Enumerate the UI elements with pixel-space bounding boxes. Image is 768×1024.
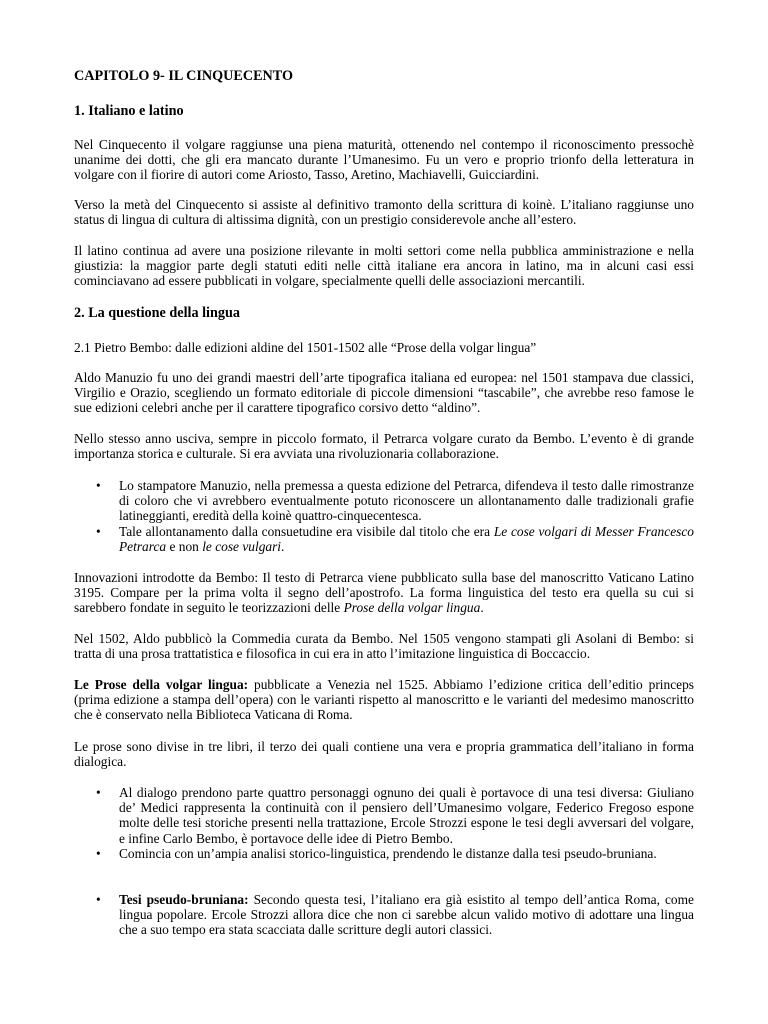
paragraph-1: Nel Cinquecento il volgare raggiunse una piena maturità, ottenendo nel contempo il riconoscimento pressochè unanime dei dotti, che gli era mancato durante l’Umanesimo. Fu un vero e proprio trionfo della letteratura in volgare con il fiorire di autori come Ariosto, Tasso, Aretino, Machiavelli, Guicciardini. <box>74 137 694 183</box>
list-item: • Comincia con un’ampia analisi storico-linguistica, prendendo le distanze dalla tesi pseudo-bruniana. <box>96 845 657 861</box>
paragraph-petrarca: Nello stesso anno usciva, sempre in piccolo formato, il Petrarca volgare curato da Bembo. L’evento è di grande importanza storica e culturale. Si era avviata una rivoluzionaria collaborazione. <box>74 431 694 462</box>
bullet-icon: • <box>96 785 101 800</box>
paragraph-manuzio: Aldo Manuzio fu uno dei grandi maestri dell’arte tipografica italiana ed europea: nel 1501 stampava due classici, Virgilio e Orazio, scegliendo un formato editoriale di piccole dimensioni “tascabile”, che avrebbe reso famose le sue edizioni celebri anche per il carattere tipografico corsivo detto “aldino”. <box>74 370 694 416</box>
section-heading-questione-lingua: 2. La questione della lingua <box>74 305 240 321</box>
paragraph-libri: Le prose sono divise in tre libri, il terzo dei quali contiene una vera e propria grammatica dell’italiano in forma dialogica. <box>74 739 694 770</box>
bullet-icon: • <box>96 845 101 861</box>
bullet-list-2 <box>74 785 694 861</box>
bullet-list-1 <box>74 478 694 554</box>
paragraph-3: Il latino continua ad avere una posizione rilevante in molti settori come nella pubblica amministrazione e nella giustizia: la maggior parte degli statuti editi nelle città italiane era ancora in latino, ma in alcuni casi essi cominciavano ad essere pubblicati in volgare, specialmente quelli delle associazioni mercantili. <box>74 243 694 289</box>
chapter-title: CAPITOLO 9- IL CINQUECENTO <box>74 68 294 84</box>
bullet-icon: • <box>96 478 101 493</box>
paragraph-commedia: Nel 1502, Aldo pubblicò la Commedia curata da Bembo. Nel 1505 vengono stampati gli Asolani di Bembo: si tratta di una prosa trattatistica e filosofica in cui era in atto l’imitazione linguistica di Boccaccio. <box>74 631 694 662</box>
paragraph-innovazioni: Innovazioni introdotte da Bembo: Il testo di Petrarca viene pubblicato sulla base del manoscritto Vaticano Latino 3195. Compare per la prima volta il segno dell’apostrofo. La forma linguistica del testo era quella su cui si sarebbero fondate in seguito le teorizzazioni delle Prose della volgar lingua. <box>74 570 694 616</box>
list-item: • Al dialogo prendono parte quattro personaggi ognuno dei quali è portavoce di una tesi diversa: Giuliano de’ Medici rappresenta la continuità con il pensiero dell’Umanesimo volgare, Federico Fregoso espone molte delle tesi storiche presenti nella trattazione, Ercole Strozzi espone le tesi degli avversari del volgare, e infine Carlo Bembo, è portavoce delle idee di Pietro Bembo. <box>96 785 694 846</box>
bullet-icon: • <box>96 892 101 907</box>
bullet-icon: • <box>96 523 101 539</box>
list-item: • Lo stampatore Manuzio, nella premessa a questa edizione del Petrarca, difendeva il testo dalle rimostranze di coloro che vi avrebbero eventualmente potuto riconoscere un allontanamento dalle tradizionali grafie latineggianti, eredità della koinè quattro-cinquecentesca. <box>96 478 694 524</box>
list-item: • Tesi pseudo-bruniana: Secondo questa tesi, l’italiano era già esistito al tempo dell’antica Roma, come lingua popolare. Ercole Strozzi allora dice che non ci sarebbe alcun valido motivo di adottare una lingua che a suo tempo era stata scacciata dalle scritture degli autori classici. <box>96 892 694 938</box>
paragraph-2: Verso la metà del Cinquecento si assiste al definitivo tramonto della scrittura di koinè. L’italiano raggiunse uno status di lingua di cultura di altissima dignità, con un prestigio considerevole anche all’estero. <box>74 197 694 228</box>
subsection-heading-bembo: 2.1 Pietro Bembo: dalle edizioni aldine del 1501-1502 alle “Prose della volgar lingua” <box>74 340 537 355</box>
bullet-list-3 <box>74 892 694 938</box>
section-heading-italiano-latino: 1. Italiano e latino <box>74 103 184 119</box>
list-item: • Tale allontanamento dalla consuetudine era visibile dal titolo che era Le cose volgari di Messer Francesco Petrarca e non le cose vulgari. <box>96 523 694 554</box>
paragraph-prose: Le Prose della volgar lingua: pubblicate a Venezia nel 1525. Abbiamo l’edizione critica dell’editio princeps (prima edizione a stampa dell’opera) con le varianti rispetto al manoscritto e le varianti del medesimo manoscritto che è conservato nella Biblioteca Vaticana di Roma. <box>74 677 694 723</box>
